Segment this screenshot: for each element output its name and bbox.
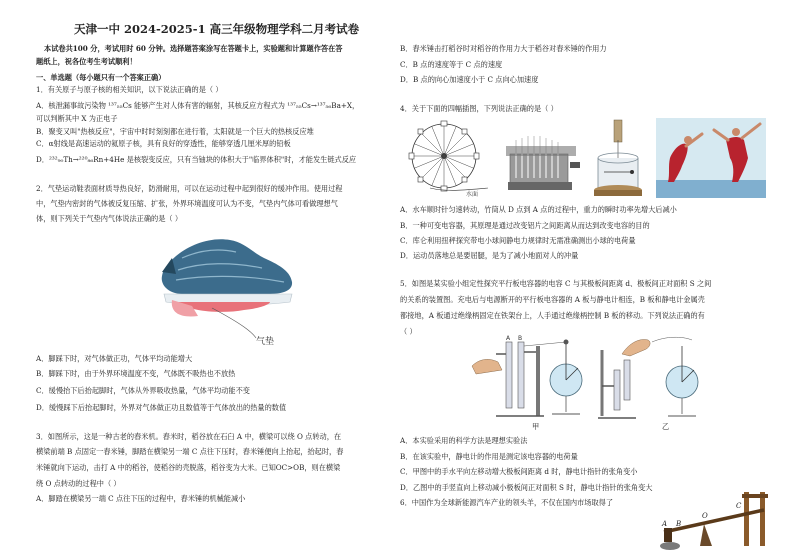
q5-stem-line4: （ ） <box>400 327 417 336</box>
q3-stem-line3: 米锤就向下运动，击打 A 中的稻谷，使稻谷的壳脱落，稻谷变为大米。已知OC>OB，则在横梁 <box>36 463 341 472</box>
q4-option-d: D．运动员落地总是要屈腿，是为了减小地面对人的冲量 <box>400 251 579 260</box>
left-column <box>36 0 398 560</box>
q3-stem-line2: 横梁前端 B 点固定一舂米锤，脚踏在横梁另一端 C 点往下压时，舂米锤便向上抬起，抬起时，舂 <box>36 447 344 456</box>
rice-pounder-image <box>656 488 772 554</box>
q2-option-a: A．脚踩下时，对气体做正功，气体平均动能增大 <box>36 354 193 363</box>
shoe-label: 气垫 <box>256 337 275 347</box>
q5-stem-line2: 的关系的装置图。充电后与电源断开的平行板电容器的 A 板与静电计相连，B 板和静电计金属壳 <box>400 295 705 304</box>
q2-option-c: C．缓慢抬下后抬起脚时，气体从外界吸收热量，气体平均动能不变 <box>36 386 250 395</box>
capacitor-setup-jia <box>466 336 592 424</box>
q2-stem-line1: 2．气垫运动鞋表面材质导热良好，防滑耐用，可以在运动过程中起到很好的缓冲作用。使用过程 <box>36 184 343 193</box>
variable-capacitor-image <box>500 120 582 196</box>
q4-option-c: C．库仑利用扭秤探究带电小球间静电力规律时无需准确测出小球的电荷量 <box>400 236 636 245</box>
water-surface-label: 水面 <box>466 191 479 198</box>
right-column <box>400 0 772 560</box>
q1-option-b: B．聚变又叫"热核反应"，宇宙中时时刻刻都在进行着，太阳就是一个巨大的热核反应堆 <box>36 127 314 136</box>
q4-option-b: B．一种可变电容器，其原理是通过改变铝片之间距离从而达到改变电容的目的 <box>400 221 650 230</box>
point-a-label: A <box>662 520 668 528</box>
q3-stem-line4: 绕 O 点转动的过程中（ ） <box>36 479 121 488</box>
q5-option-a: A．本实验采用的科学方法是理想实验法 <box>400 436 528 445</box>
q1-stem: 1．有关原子与原子核的相关知识，以下说法正确的是（ ） <box>36 85 223 94</box>
q2-stem-line2: 中，气垫内密封的气体被反复压缩、扩张，外界环境温度可认为不变，气垫内气体可看做理想气 <box>36 199 338 208</box>
q2-stem-line3: 体，则下列关于气垫内气体说法正确的是（ ） <box>36 214 183 223</box>
air-cushion-shoe-image <box>152 228 302 346</box>
torsion-balance-image <box>588 118 650 198</box>
q3-option-a: A．脚踏在横梁另一端 C 点往下压的过程中，舂米锤的机械能减小 <box>36 494 246 503</box>
point-c-label: C <box>736 502 742 510</box>
intro-line-2: 题纸上，祝各位考生考试顺利！ <box>36 57 137 66</box>
q4-stem: 4．关于下面的四幅插图，下列说法正确的是（ ） <box>400 104 558 113</box>
q3-stem-line1: 3．如图所示，这是一种古老的舂米机。舂米时，稻谷放在石臼 A 中，横梁可以绕 O 点转动，在 <box>36 432 342 441</box>
gymnast-landing-image <box>656 118 766 198</box>
point-o-label: O <box>702 512 708 520</box>
q5-option-b: B．在该实验中，静电计的作用是测定该电容器的电荷量 <box>400 452 578 461</box>
q1-option-a-line1: A．核泄漏事故污染物 ¹³⁷₅₅Cs 能够产生对人体有害的辐射，其核反应方程式为 ¹³⁷₅₅Cs→¹³⁷₅₆Ba+X， <box>36 101 360 110</box>
plate-a-label: A <box>506 335 511 342</box>
q1-option-d: D．²³²₉₀Th→²²⁰₈₆Rn+4He 是核裂变反应，只有当铀块的体积大于"临界体积"时，才能发生链式反应 <box>36 155 357 164</box>
q5-stem-line1: 5．如图是某实验小组定性探究平行板电容器的电容 C 与其极板间距离 d、极板间正对面积 S 之间 <box>400 279 712 288</box>
q5-option-c: C．甲图中的手水平向左移动增大极板间距离 d 时，静电计指针的张角变小 <box>400 467 638 476</box>
plate-b-label: B <box>518 335 523 342</box>
q4-option-a: A．水车顺时针匀速转动，竹筒从 D 点到 A 点的过程中，重力的瞬时功率先增大后减小 <box>400 205 677 214</box>
intro-line-1: 本试卷共100 分，考试用时 60 分钟。选择题答案涂写在答题卡上，实验题和计算题作答在答 <box>44 44 343 53</box>
water-wheel-image <box>406 118 492 198</box>
figure-jia-caption: 甲 <box>532 422 540 431</box>
q6-stem: 6．中国作为全球新能源汽车产业的领头羊，不仅在国内市场取得了 <box>400 498 614 507</box>
q3-option-c: C．B 点的速度等于 C 点的速度 <box>400 60 503 69</box>
capacitor-setup-yi <box>596 330 716 422</box>
section-heading: 一、单选题（每小题只有一个答案正确） <box>36 73 166 82</box>
q3-option-d: D．B 点的向心加速度小于 C 点向心加速度 <box>400 75 539 84</box>
q1-option-c: C．α射线是高速运动的氦原子核，具有良好的穿透性，能够穿透几厘米厚的铅板 <box>36 139 291 148</box>
paper-title: 天津一中 2024-2025-1 高三年级物理学科二月考试卷 <box>74 22 360 36</box>
figure-yi-caption: 乙 <box>662 422 670 431</box>
q1-option-a-line2: 可以判断其中 X 为正电子 <box>36 114 118 123</box>
q5-stem-line3: 都接地，A 板通过绝缘柄固定在铁架台上，人手通过绝缘柄控制 B 板的移动。下列说法正确的有 <box>400 311 705 320</box>
q2-option-d: D．缓慢踩下后抬起脚时，外界对气体做正功且数值等于气体放出的热量的数值 <box>36 403 287 412</box>
q3-option-b: B．舂米锤击打稻谷时对稻谷的作用力大于稻谷对舂米锤的作用力 <box>400 44 607 53</box>
point-b-label: B <box>676 520 682 528</box>
q2-option-b: B．脚踩下时，由于外界环境温度不变，气体既不吸热也不放热 <box>36 369 236 378</box>
q5-option-d: D．乙图中的手竖直向上移动减小极板间正对面积 S 时，静电计指针的张角变大 <box>400 483 653 492</box>
